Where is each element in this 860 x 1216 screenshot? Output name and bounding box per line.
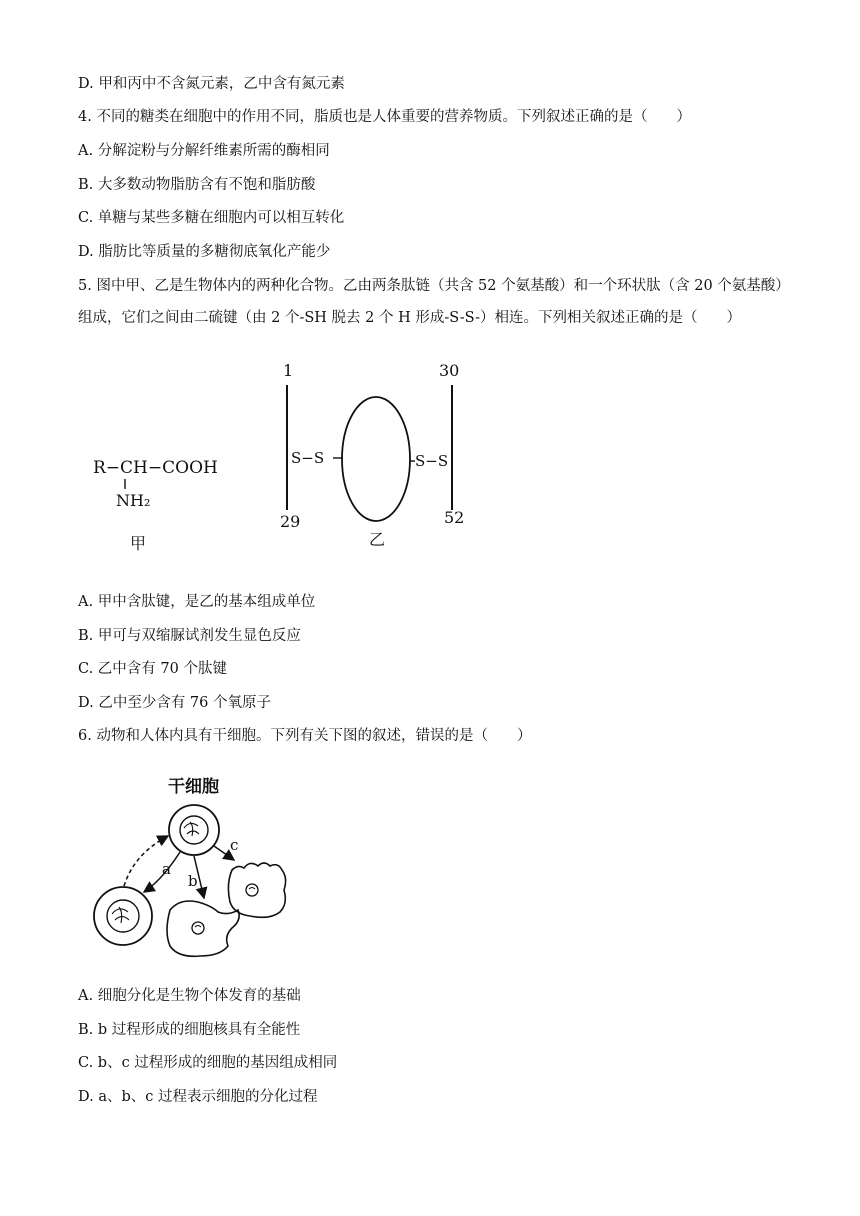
label-a: a bbox=[162, 860, 171, 878]
label-num-29: 29 bbox=[280, 512, 301, 531]
q4-option-d: D. 脂肪比等质量的多糖彻底氧化产能少 bbox=[78, 244, 331, 260]
ss-bond-right: S−S bbox=[415, 452, 449, 470]
label-num-1: 1 bbox=[283, 361, 294, 380]
ss-bond-left: S−S bbox=[291, 449, 325, 467]
q6-option-b: B. b 过程形成的细胞核具有全能性 bbox=[78, 1022, 301, 1038]
q4-stem: 4. 不同的糖类在细胞中的作用不同，脂质也是人体重要的营养物质。下列叙述正确的是（ ） bbox=[78, 109, 691, 125]
q6-option-a: A. 细胞分化是生物个体发育的基础 bbox=[78, 988, 301, 1004]
q3-option-d: D. 甲和丙中不含氮元素，乙中含有氮元素 bbox=[78, 76, 345, 92]
q6-figure bbox=[88, 770, 328, 975]
q5-option-d: D. 乙中至少含有 76 个氧原子 bbox=[78, 695, 271, 711]
label-b: b bbox=[188, 872, 198, 890]
label-yi: 乙 bbox=[369, 530, 386, 549]
label-num-52: 52 bbox=[444, 508, 465, 527]
formula-jia-amino: NH₂ bbox=[116, 491, 151, 510]
formula-jia-top: R−CH−COOH bbox=[93, 458, 218, 478]
q5-figure bbox=[85, 355, 475, 555]
label-num-30: 30 bbox=[439, 361, 460, 380]
q4-option-c: C. 单糖与某些多糖在细胞内可以相互转化 bbox=[78, 210, 345, 226]
stem-cell bbox=[169, 805, 219, 855]
differentiated-cell-c bbox=[228, 863, 285, 917]
stem-cell-title: 干细胞 bbox=[168, 777, 219, 797]
differentiated-cell-b bbox=[167, 901, 239, 956]
q5-option-a: A. 甲中含肽键，是乙的基本组成单位 bbox=[78, 594, 316, 610]
cyclic-peptide bbox=[342, 397, 410, 521]
q6-option-d: D. a、b、c 过程表示细胞的分化过程 bbox=[78, 1089, 318, 1105]
label-c: c bbox=[230, 836, 239, 854]
q6-stem: 6. 动物和人体内具有干细胞。下列有关下图的叙述，错误的是（ ） bbox=[78, 728, 532, 744]
q5-option-c: C. 乙中含有 70 个肽键 bbox=[78, 661, 227, 677]
daughter-stem-cell bbox=[94, 887, 152, 945]
q4-option-a: A. 分解淀粉与分解纤维素所需的酶相同 bbox=[78, 143, 330, 159]
q5-option-b: B. 甲可与双缩脲试剂发生显色反应 bbox=[78, 628, 301, 644]
q6-option-c: C. b、c 过程形成的细胞的基因组成相同 bbox=[78, 1055, 338, 1071]
label-jia: 甲 bbox=[130, 534, 147, 553]
q5-stem: 5. 图中甲、乙是生物体内的两种化合物。乙由两条肽链（共含 52 个氨基酸）和一个环状肽（含 20 个氨基酸）组成，它们之间由二硫键（由 2 个-SH 脱去 2 个 H 形成-S-S-）相连。下列相关叙述正确的是（ ） bbox=[78, 278, 783, 326]
q4-option-b: B. 大多数动物脂肪含有不饱和脂肪酸 bbox=[78, 177, 316, 193]
